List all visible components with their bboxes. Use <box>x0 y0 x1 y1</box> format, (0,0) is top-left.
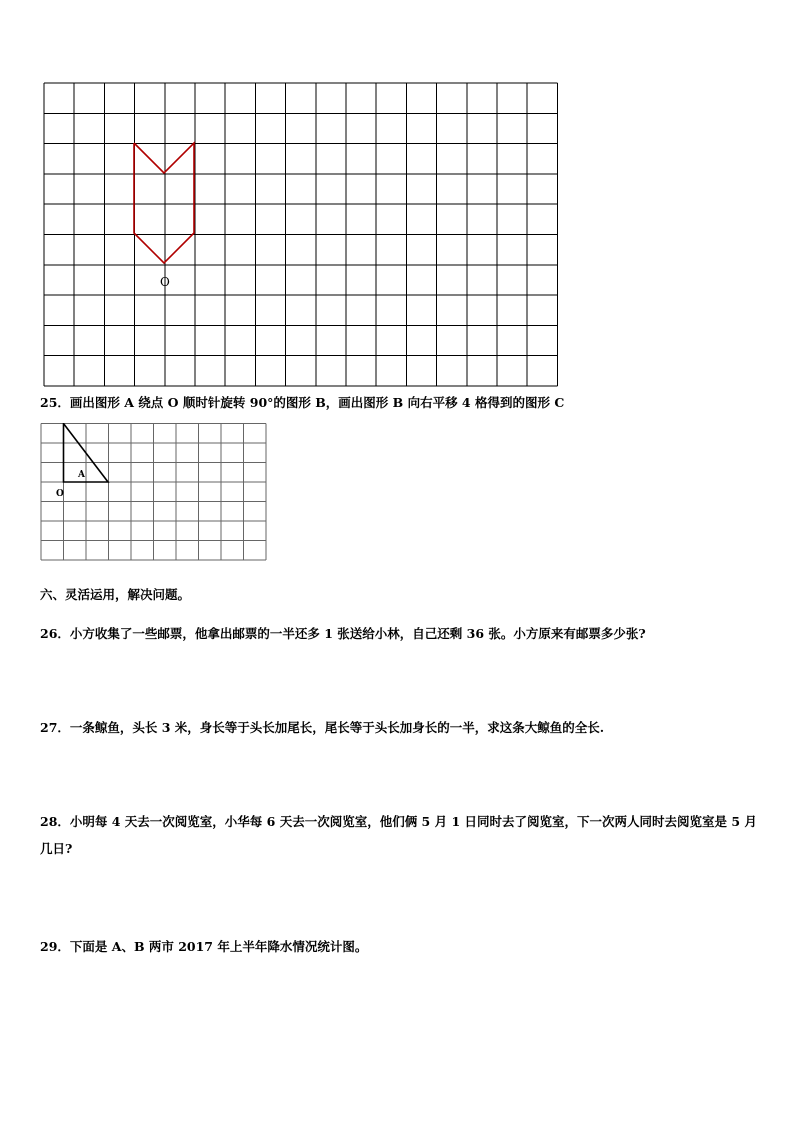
grid-1-svg <box>42 81 560 387</box>
section-6-title: 六、灵活运用，解决问题。 <box>40 587 191 602</box>
grid-2-svg <box>40 423 270 580</box>
question-29: 29．下面是 A、B 两市 2017 年上半年降水情况统计图。 <box>40 939 368 954</box>
grid-figure-2 <box>40 423 270 580</box>
question-27: 27．一条鲸鱼，头长 3 米，身长等于头长加尾长，尾长等于头长加身长的一半，求这条大鲸鱼的全长. <box>40 720 605 735</box>
point-o-label-2: O <box>56 489 64 499</box>
question-28: 28．小明每 4 天去一次阅览室，小华每 6 天去一次阅览室，他们俩 5 月 1 日同时去了阅览室，下一次两人同时去阅览室是 5 月几日? <box>40 814 757 856</box>
question-25: 25．画出图形 A 绕点 O 顺时针旋转 90°的图形 B，画出图形 B 向右平移 4 格得到的图形 C <box>40 395 565 410</box>
triangle-a-label: A <box>78 470 85 480</box>
grid-figure-1 <box>42 81 560 387</box>
question-26: 26．小方收集了一些邮票，他拿出邮票的一半还多 1 张送给小林，自己还剩 36 张。小方原来有邮票多少张? <box>40 626 646 641</box>
point-o-label: O <box>160 275 170 289</box>
arrow-figure-outline <box>134 143 194 263</box>
